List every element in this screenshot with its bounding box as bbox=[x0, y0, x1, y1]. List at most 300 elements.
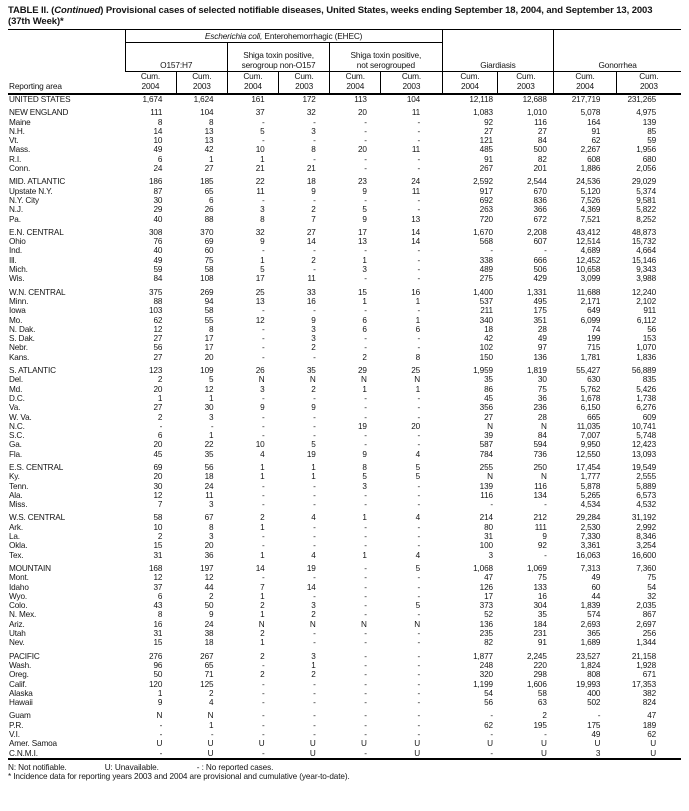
cell: 320 bbox=[479, 670, 493, 680]
cell: 24 bbox=[411, 177, 421, 187]
cell: - bbox=[544, 246, 547, 256]
cell: 2,992 bbox=[636, 522, 656, 532]
cell: 14 bbox=[255, 563, 265, 573]
cell: 84 bbox=[153, 274, 163, 284]
cell: - bbox=[210, 421, 214, 431]
table-row bbox=[8, 601, 681, 610]
cell: 1 bbox=[362, 513, 367, 523]
cell: - bbox=[417, 481, 421, 491]
cell: 75 bbox=[537, 384, 547, 394]
cell: N bbox=[361, 375, 367, 385]
cell: - bbox=[261, 324, 265, 334]
cell: - bbox=[261, 136, 265, 146]
cell: 49 bbox=[591, 573, 601, 583]
cell: 27 bbox=[537, 126, 547, 136]
cell: 2,056 bbox=[636, 164, 656, 174]
table-row bbox=[8, 108, 681, 117]
cell: - bbox=[261, 343, 265, 353]
row-label: V.I. bbox=[9, 730, 20, 739]
cell: 17 bbox=[204, 343, 214, 353]
cell: 5,426 bbox=[636, 384, 656, 394]
cell: 680 bbox=[642, 154, 656, 164]
cell: 1 bbox=[260, 255, 265, 265]
cell: - bbox=[313, 711, 316, 721]
table-row bbox=[8, 256, 681, 265]
cell: 692 bbox=[479, 195, 493, 205]
cell: 1 bbox=[362, 296, 367, 306]
table-row bbox=[8, 413, 681, 422]
row-label: Amer. Samoa bbox=[9, 739, 57, 749]
cell: 8 bbox=[260, 214, 265, 224]
row-label: Tenn. bbox=[9, 481, 29, 491]
table-row bbox=[8, 711, 681, 720]
cell: 250 bbox=[533, 462, 547, 472]
row-label: Miss. bbox=[9, 500, 28, 510]
cell: 27 bbox=[204, 164, 214, 174]
cell: - bbox=[313, 117, 316, 127]
cell: 69 bbox=[153, 462, 163, 472]
cell: 1,199 bbox=[473, 679, 493, 689]
cell: 12,118 bbox=[469, 95, 493, 104]
cell: 43 bbox=[153, 601, 163, 611]
cell: 108 bbox=[200, 274, 214, 284]
cell: 6 bbox=[362, 315, 367, 325]
cell: - bbox=[313, 412, 316, 422]
cell: 665 bbox=[587, 412, 601, 422]
cell: 211 bbox=[480, 306, 493, 316]
cell: 720 bbox=[479, 214, 493, 224]
row-label: Wis. bbox=[9, 274, 25, 284]
row-label: Mo. bbox=[9, 315, 23, 325]
cell: - bbox=[417, 274, 421, 284]
cell: 20 bbox=[411, 421, 421, 431]
cell: 113 bbox=[354, 95, 367, 104]
legend-line bbox=[8, 763, 681, 773]
cell: 40 bbox=[153, 214, 163, 224]
row-label: Upstate N.Y. bbox=[9, 186, 53, 196]
cell: 4,689 bbox=[580, 246, 601, 256]
cell: 52 bbox=[484, 610, 493, 620]
cell: - bbox=[364, 334, 367, 344]
cell: 13,093 bbox=[631, 449, 656, 459]
cell: 824 bbox=[642, 698, 656, 708]
cell: - bbox=[364, 629, 367, 639]
cell: 2,592 bbox=[473, 177, 493, 187]
cell: - bbox=[490, 748, 493, 758]
cell: - bbox=[261, 195, 265, 205]
cell: 29,029 bbox=[631, 177, 656, 187]
cell: 7,330 bbox=[580, 532, 601, 542]
cell: - bbox=[313, 490, 316, 500]
cell: 4,532 bbox=[636, 500, 656, 510]
table-row bbox=[8, 739, 681, 748]
cell: 27 bbox=[153, 403, 163, 413]
cell: 48,873 bbox=[631, 227, 656, 237]
page-title bbox=[8, 5, 681, 27]
cell: 9 bbox=[311, 186, 316, 196]
cell: 13 bbox=[358, 237, 367, 247]
cell: - bbox=[364, 393, 367, 403]
column-header-cum-2004: Cum. 2004 bbox=[330, 72, 381, 95]
cell: 36 bbox=[204, 550, 214, 560]
cell: 263 bbox=[479, 205, 493, 215]
cell: 1 bbox=[208, 154, 214, 164]
table-row bbox=[8, 513, 681, 522]
table-row bbox=[8, 564, 681, 573]
row-label: Mass. bbox=[9, 145, 31, 155]
cell: 97 bbox=[537, 343, 547, 353]
column-header-cum-2004: Cum. 2004 bbox=[554, 72, 617, 95]
cell: 1,068 bbox=[473, 563, 493, 573]
cell: - bbox=[261, 117, 265, 127]
table-row bbox=[8, 592, 681, 601]
table-row bbox=[8, 316, 681, 325]
row-label: S.C. bbox=[9, 431, 25, 441]
cell: 2 bbox=[311, 384, 316, 394]
cell: 161 bbox=[251, 95, 265, 104]
cell: 139 bbox=[642, 117, 656, 127]
column-header-cum-2003: Cum. 2003 bbox=[381, 72, 442, 95]
table-row bbox=[8, 288, 681, 297]
cell: 9,343 bbox=[636, 265, 656, 275]
table-row bbox=[8, 334, 681, 343]
cell: 59 bbox=[647, 136, 656, 146]
cell: 8 bbox=[157, 610, 163, 620]
cell: - bbox=[364, 730, 367, 739]
cell: 58 bbox=[204, 265, 214, 275]
table-row bbox=[8, 620, 681, 629]
cell: 184 bbox=[533, 619, 547, 629]
row-label: Wash. bbox=[9, 660, 32, 670]
cell: - bbox=[261, 500, 265, 510]
cell: N bbox=[540, 472, 547, 482]
cell: 10,658 bbox=[576, 265, 601, 275]
cell: - bbox=[313, 532, 316, 542]
row-label: Maine bbox=[9, 117, 31, 127]
cell: 20 bbox=[358, 108, 367, 118]
cell: - bbox=[159, 730, 163, 739]
cell: 15,146 bbox=[631, 255, 656, 265]
cell: U bbox=[414, 739, 421, 749]
cell: - bbox=[417, 532, 421, 542]
cell: - bbox=[417, 126, 421, 136]
cell: 153 bbox=[642, 334, 656, 344]
cell: 5 bbox=[415, 601, 421, 611]
row-label: W.N. CENTRAL bbox=[9, 287, 66, 297]
table-row bbox=[8, 375, 681, 384]
cell: 16 bbox=[411, 287, 421, 297]
cell: 375 bbox=[149, 287, 163, 297]
cell: 911 bbox=[643, 306, 656, 316]
table-row bbox=[8, 385, 681, 394]
cell: 24 bbox=[204, 481, 214, 491]
cell: - bbox=[364, 610, 367, 620]
cell: - bbox=[313, 246, 316, 256]
cell: 1,344 bbox=[636, 638, 656, 648]
cell: 587 bbox=[479, 440, 493, 450]
cell: 1,959 bbox=[473, 366, 493, 376]
cell: 715 bbox=[587, 343, 601, 353]
cell: 16 bbox=[537, 591, 547, 601]
cell: 298 bbox=[533, 670, 547, 680]
row-label: Minn. bbox=[9, 296, 29, 306]
cell: 6,573 bbox=[636, 490, 656, 500]
cell: - bbox=[490, 730, 493, 739]
cell: 537 bbox=[479, 296, 493, 306]
cell: - bbox=[364, 343, 367, 353]
cell: - bbox=[490, 500, 493, 510]
cell: 55,427 bbox=[576, 366, 601, 376]
cell: 50 bbox=[204, 601, 214, 611]
cell: - bbox=[261, 541, 265, 551]
cell: 54 bbox=[647, 582, 656, 592]
cell: 29 bbox=[358, 366, 367, 376]
table-row bbox=[8, 721, 681, 730]
cell: 28 bbox=[537, 324, 547, 334]
cell: 25 bbox=[411, 366, 421, 376]
cell: U bbox=[540, 739, 547, 749]
row-label: MOUNTAIN bbox=[9, 563, 51, 573]
cell: 10 bbox=[153, 522, 163, 532]
cell: 2,208 bbox=[526, 227, 547, 237]
cell: 12 bbox=[153, 573, 163, 583]
row-label: La. bbox=[9, 532, 20, 542]
cell: 5 bbox=[362, 472, 367, 482]
cell: 168 bbox=[149, 563, 163, 573]
cell: 29 bbox=[153, 205, 163, 215]
row-label: E.S. CENTRAL bbox=[9, 462, 64, 472]
cell: 12,240 bbox=[631, 287, 656, 297]
cell: - bbox=[364, 660, 367, 670]
cell: 17 bbox=[484, 591, 493, 601]
row-label: N.C. bbox=[9, 421, 25, 431]
cell: 30 bbox=[153, 481, 163, 491]
cell: - bbox=[261, 393, 265, 403]
cell: - bbox=[261, 352, 265, 362]
row-label: MID. ATLANTIC bbox=[9, 177, 66, 187]
cell: 11,688 bbox=[576, 287, 601, 297]
cell: 175 bbox=[587, 720, 601, 730]
cell: 4,369 bbox=[580, 205, 601, 215]
cell: 2 bbox=[157, 532, 163, 542]
cell: 338 bbox=[479, 255, 493, 265]
cell: 784 bbox=[479, 449, 493, 459]
cell: 5 bbox=[311, 440, 316, 450]
cell: 33 bbox=[306, 287, 316, 297]
cell: 30 bbox=[204, 403, 214, 413]
cell: - bbox=[313, 730, 316, 739]
cell: - bbox=[313, 541, 316, 551]
cell: - bbox=[159, 720, 163, 730]
cell: - bbox=[364, 246, 367, 256]
row-label: Nebr. bbox=[9, 343, 28, 353]
cell: 104 bbox=[200, 108, 214, 118]
cell: 495 bbox=[533, 296, 547, 306]
cell: 5,265 bbox=[580, 490, 601, 500]
row-label: Ind. bbox=[9, 246, 23, 256]
cell: 20 bbox=[153, 440, 163, 450]
cell: N bbox=[309, 375, 316, 385]
cell: 62 bbox=[591, 136, 601, 146]
cell: 3,099 bbox=[580, 274, 601, 284]
table-row bbox=[8, 532, 681, 541]
cell: 21,158 bbox=[631, 651, 656, 661]
cell: 47 bbox=[647, 711, 656, 721]
cell: 21 bbox=[255, 164, 265, 174]
cell: 86 bbox=[484, 384, 493, 394]
cell: 220 bbox=[533, 660, 547, 670]
cell: 2 bbox=[208, 591, 214, 601]
cell: 27 bbox=[153, 352, 163, 362]
table-row bbox=[8, 422, 681, 431]
cell: N bbox=[156, 711, 163, 721]
cell: 62 bbox=[484, 720, 493, 730]
cell: 31 bbox=[484, 532, 493, 542]
cell: U bbox=[207, 748, 214, 758]
cell: 7,360 bbox=[636, 563, 656, 573]
cell: - bbox=[313, 154, 316, 164]
cell: - bbox=[364, 563, 367, 573]
cell: 31 bbox=[153, 550, 163, 560]
cell: - bbox=[417, 730, 421, 739]
cell: 4 bbox=[311, 513, 316, 523]
table-row bbox=[8, 472, 681, 481]
cell: 5,374 bbox=[636, 186, 656, 196]
cell: 35 bbox=[484, 375, 493, 385]
cell: 3 bbox=[311, 334, 316, 344]
cell: 164 bbox=[587, 117, 601, 127]
cell: 35 bbox=[537, 610, 547, 620]
cell: N bbox=[487, 421, 493, 431]
cell: 2 bbox=[260, 670, 265, 680]
cell: 1 bbox=[260, 462, 265, 472]
cell: 8,346 bbox=[636, 532, 656, 542]
cell: - bbox=[313, 306, 316, 316]
row-label: S. Dak. bbox=[9, 334, 35, 344]
cell: N bbox=[414, 375, 421, 385]
row-label: Utah bbox=[9, 629, 26, 639]
cell: 103 bbox=[149, 306, 163, 316]
cell: 4 bbox=[260, 449, 265, 459]
cell: 3 bbox=[311, 651, 316, 661]
cell: 116 bbox=[480, 490, 493, 500]
cell: 27 bbox=[484, 412, 493, 422]
cell: 1,606 bbox=[526, 679, 547, 689]
table-row bbox=[8, 145, 681, 154]
cell: 867 bbox=[642, 610, 656, 620]
cell: U bbox=[309, 748, 316, 758]
cell: 39 bbox=[484, 431, 493, 441]
cell: 84 bbox=[537, 431, 547, 441]
cell: 125 bbox=[200, 679, 214, 689]
cell: 2 bbox=[542, 711, 547, 721]
table-row bbox=[8, 629, 681, 638]
table-row bbox=[8, 573, 681, 582]
cell: 13 bbox=[204, 126, 214, 136]
cell: 71 bbox=[204, 670, 214, 680]
shiga-not-serogrouped-line2: not serogrouped bbox=[356, 59, 415, 70]
cell: 2 bbox=[260, 629, 265, 639]
cell: 3 bbox=[311, 601, 316, 611]
cell: 12,423 bbox=[631, 440, 656, 450]
cell: 11 bbox=[256, 186, 265, 196]
cell: 1,010 bbox=[526, 108, 547, 118]
cell: U bbox=[650, 748, 656, 758]
cell: 175 bbox=[533, 306, 547, 316]
row-label: Ga. bbox=[9, 440, 22, 450]
row-label: N.J. bbox=[9, 205, 23, 215]
cell: 40 bbox=[153, 246, 163, 256]
cell: 6,099 bbox=[580, 315, 601, 325]
title-prefix: TABLE II. ( bbox=[8, 5, 55, 16]
cell: 17 bbox=[204, 334, 214, 344]
ehec-species-name: Escherichia coli, bbox=[204, 30, 263, 41]
cell: - bbox=[313, 431, 316, 441]
cell: 18 bbox=[204, 638, 214, 648]
cell: 236 bbox=[533, 403, 547, 413]
cell: 25 bbox=[255, 287, 265, 297]
cell: 44 bbox=[204, 582, 214, 592]
row-label: Ky. bbox=[9, 472, 20, 482]
cell: 231 bbox=[533, 629, 547, 639]
table-row bbox=[8, 366, 681, 375]
row-label: Oreg. bbox=[9, 670, 29, 680]
cell: 1,824 bbox=[580, 660, 601, 670]
cell: 5 bbox=[415, 462, 421, 472]
cell: - bbox=[544, 730, 547, 739]
cell: 12,550 bbox=[576, 449, 601, 459]
cell: - bbox=[490, 246, 493, 256]
row-label: N. Dak. bbox=[9, 324, 36, 334]
cell: 4 bbox=[415, 550, 421, 560]
cell: 11 bbox=[307, 274, 316, 284]
cell: - bbox=[364, 500, 367, 510]
cell: 24 bbox=[204, 619, 214, 629]
cell: 2,245 bbox=[526, 651, 547, 661]
cell: - bbox=[313, 352, 316, 362]
row-label: Va. bbox=[9, 403, 21, 413]
cell: 217,719 bbox=[571, 95, 601, 104]
cell: - bbox=[417, 670, 421, 680]
cell: 2,267 bbox=[580, 145, 601, 155]
cell: 630 bbox=[587, 375, 601, 385]
table-row bbox=[8, 652, 681, 661]
cell: - bbox=[364, 195, 367, 205]
cell: 2 bbox=[260, 513, 265, 523]
cell: 8 bbox=[311, 145, 316, 155]
cell: 275 bbox=[479, 274, 493, 284]
row-label: Iowa bbox=[9, 306, 26, 316]
cell: 9 bbox=[542, 532, 547, 542]
row-label: Mich. bbox=[9, 265, 28, 275]
cell: 506 bbox=[533, 265, 547, 275]
cell: - bbox=[417, 629, 421, 639]
cell: 14 bbox=[411, 227, 421, 237]
cell: 2 bbox=[157, 375, 163, 385]
cell: 4,664 bbox=[636, 246, 656, 256]
cell: - bbox=[364, 582, 367, 592]
cell: - bbox=[364, 490, 367, 500]
cell: 37 bbox=[153, 582, 163, 592]
cell: - bbox=[261, 306, 265, 316]
cell: 12 bbox=[153, 490, 163, 500]
cell: 120 bbox=[149, 679, 163, 689]
cell: - bbox=[261, 573, 265, 583]
cell: 172 bbox=[302, 95, 316, 104]
cell: 2,530 bbox=[580, 522, 601, 532]
cell: - bbox=[313, 698, 316, 708]
cell: 47 bbox=[484, 573, 493, 583]
